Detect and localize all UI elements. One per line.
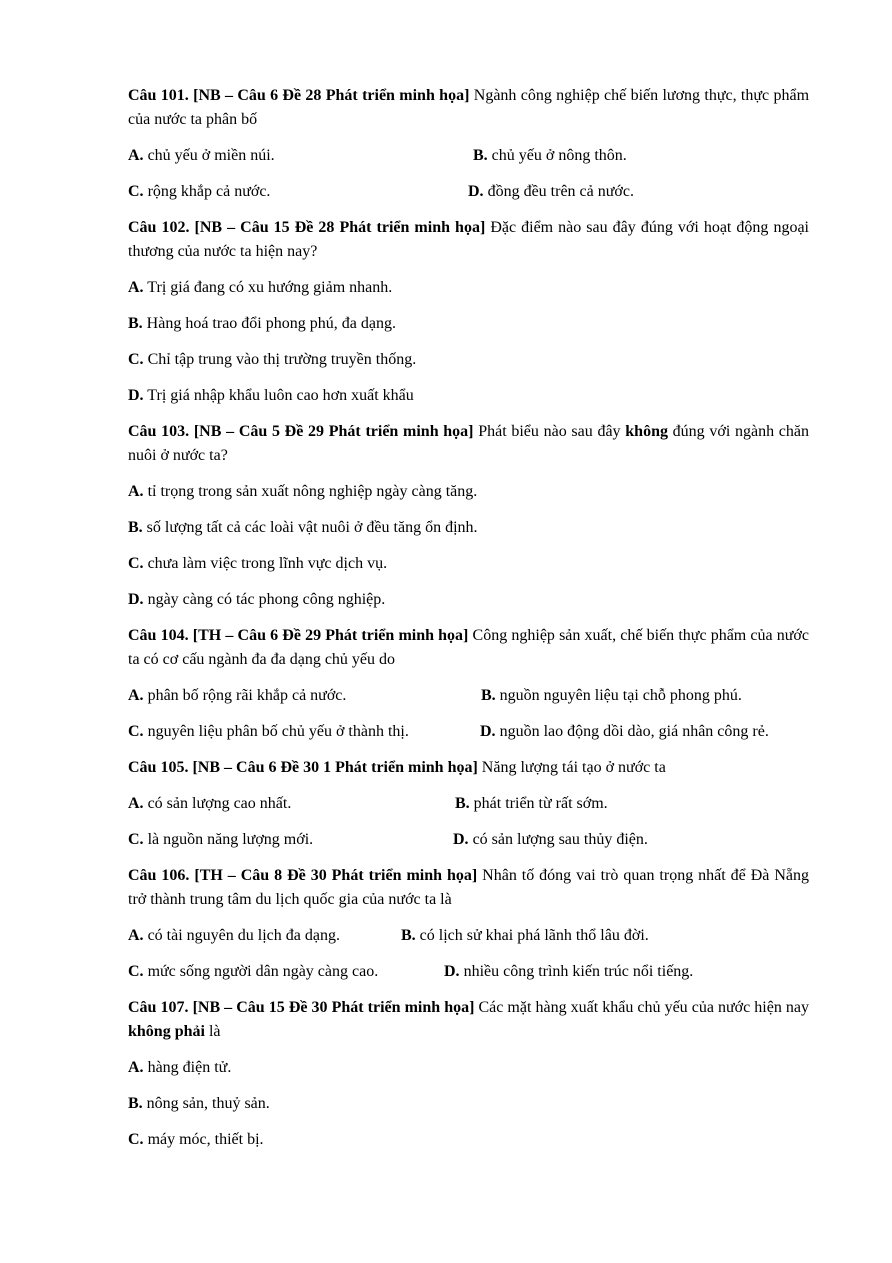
question-head: Câu 105. [NB – Câu 6 Đề 30 1 Phát triển minh họa] xyxy=(128,759,478,776)
option-d xyxy=(128,384,809,408)
option-c xyxy=(128,1128,809,1152)
option-row xyxy=(128,180,809,204)
option-text: có lịch sử khai phá lãnh thổ lâu đời. xyxy=(419,927,649,944)
option-text: máy móc, thiết bị. xyxy=(147,1131,264,1148)
option-row xyxy=(128,924,809,948)
option-text: là nguồn năng lượng mới. xyxy=(147,831,314,848)
option-c xyxy=(128,828,313,852)
option-text: chưa làm việc trong lĩnh vực dịch vụ. xyxy=(147,555,388,572)
option-letter: A. xyxy=(128,1059,144,1076)
question-103 xyxy=(128,420,809,468)
question-stem-emphasis: không xyxy=(625,423,668,440)
option-a xyxy=(128,276,809,300)
option-row xyxy=(128,792,809,816)
question-stem: Ngành công nghiệp chế biến lương thực, thực phẩm của nước ta phân bố xyxy=(128,87,810,128)
option-c xyxy=(128,720,409,744)
option-text: có sản lượng sau thủy điện. xyxy=(472,831,648,848)
option-letter: D. xyxy=(128,591,144,608)
option-c xyxy=(128,180,270,204)
question-101 xyxy=(128,84,809,132)
option-letter: A. xyxy=(128,687,144,704)
option-d xyxy=(480,720,769,744)
question-104 xyxy=(128,624,809,672)
option-text: Hàng hoá trao đổi phong phú, đa dạng. xyxy=(146,315,396,332)
option-b xyxy=(128,1092,809,1116)
option-text: tỉ trọng trong sản xuất nông nghiệp ngày càng tăng. xyxy=(147,483,478,500)
option-a xyxy=(128,684,346,708)
option-row xyxy=(128,828,809,852)
question-105 xyxy=(128,756,809,780)
option-letter: C. xyxy=(128,831,144,848)
option-a xyxy=(128,480,809,504)
option-d xyxy=(128,588,809,612)
question-stem: là xyxy=(208,1023,221,1040)
option-text: Trị giá nhập khẩu luôn cao hơn xuất khẩu xyxy=(147,387,414,404)
option-letter: B. xyxy=(473,147,488,164)
option-c xyxy=(128,960,378,984)
option-letter: D. xyxy=(128,387,144,404)
option-b xyxy=(473,144,627,168)
option-a xyxy=(128,1056,809,1080)
option-b xyxy=(455,792,608,816)
option-letter: D. xyxy=(444,963,460,980)
option-text: Chỉ tập trung vào thị trường truyền thống. xyxy=(147,351,417,368)
option-row xyxy=(128,684,809,708)
question-head: Câu 102. [NB – Câu 15 Đề 28 Phát triển minh họa] xyxy=(128,219,486,236)
option-b xyxy=(128,312,809,336)
option-b xyxy=(128,516,809,540)
option-c xyxy=(128,348,809,372)
option-letter: B. xyxy=(455,795,470,812)
option-text: mức sống người dân ngày càng cao. xyxy=(147,963,379,980)
question-stem: Năng lượng tái tạo ở nước ta xyxy=(481,759,666,776)
option-text: đồng đều trên cả nước. xyxy=(487,183,634,200)
option-text: nguyên liệu phân bố chủ yếu ở thành thị. xyxy=(147,723,409,740)
option-a xyxy=(128,924,340,948)
option-letter: A. xyxy=(128,279,144,296)
option-text: nông sản, thuỷ sản. xyxy=(146,1095,270,1112)
question-head: Câu 103. [NB – Câu 5 Đề 29 Phát triển minh họa] xyxy=(128,423,474,440)
question-stem: đúng với ngành chăn nuôi ở nước ta? xyxy=(128,423,809,464)
option-letter: B. xyxy=(128,1095,143,1112)
option-letter: A. xyxy=(128,795,144,812)
option-b xyxy=(481,684,742,708)
question-stem: Công nghiệp sản xuất, chế biến thực phẩm của nước ta có cơ cấu ngành đa đa dạng chủ yếu do xyxy=(128,627,809,668)
option-letter: B. xyxy=(128,315,143,332)
option-text: Trị giá đang có xu hướng giảm nhanh. xyxy=(147,279,393,296)
option-text: chủ yếu ở miền núi. xyxy=(147,147,275,164)
option-text: có tài nguyên du lịch đa dạng. xyxy=(147,927,340,944)
question-107 xyxy=(128,996,809,1044)
option-a xyxy=(128,792,291,816)
option-text: rộng khắp cả nước. xyxy=(147,183,271,200)
option-c xyxy=(128,552,809,576)
option-row xyxy=(128,960,809,984)
document-page xyxy=(128,84,809,1164)
option-letter: C. xyxy=(128,963,144,980)
question-stem: Phát biểu nào sau đây xyxy=(478,423,621,440)
option-letter: A. xyxy=(128,927,144,944)
question-stem: Đặc điểm nào sau đây đúng với hoạt động ngoại thương của nước ta hiện nay? xyxy=(128,219,810,260)
option-d xyxy=(444,960,693,984)
option-letter: C. xyxy=(128,555,144,572)
option-letter: A. xyxy=(128,147,144,164)
question-106 xyxy=(128,864,809,912)
option-letter: B. xyxy=(481,687,496,704)
option-letter: A. xyxy=(128,483,144,500)
option-letter: C. xyxy=(128,351,144,368)
option-letter: C. xyxy=(128,183,144,200)
option-d xyxy=(453,828,648,852)
option-letter: D. xyxy=(453,831,469,848)
option-row xyxy=(128,144,809,168)
question-stem: Nhân tố đóng vai trò quan trọng nhất để Đà Nẵng trở thành trung tâm du lịch quốc gia của nước ta là xyxy=(128,867,809,908)
option-letter: B. xyxy=(128,519,143,536)
option-a xyxy=(128,144,275,168)
question-stem-emphasis: không phải xyxy=(128,1023,205,1040)
option-text: nguồn nguyên liệu tại chỗ phong phú. xyxy=(499,687,742,704)
question-stem: Các mặt hàng xuất khẩu chủ yếu của nước hiện nay xyxy=(478,999,809,1016)
option-text: phát triển từ rất sớm. xyxy=(473,795,608,812)
option-text: nhiều công trình kiến trúc nổi tiếng. xyxy=(463,963,694,980)
option-text: có sản lượng cao nhất. xyxy=(147,795,292,812)
option-d xyxy=(468,180,634,204)
option-text: nguồn lao động dồi dào, giá nhân công rẻ. xyxy=(499,723,769,740)
question-head: Câu 107. [NB – Câu 15 Đề 30 Phát triển minh họa] xyxy=(128,999,475,1016)
option-text: ngày càng có tác phong công nghiệp. xyxy=(147,591,386,608)
option-b xyxy=(401,924,649,948)
option-text: phân bố rộng rãi khắp cả nước. xyxy=(147,687,347,704)
option-letter: B. xyxy=(401,927,416,944)
question-head: Câu 104. [TH – Câu 6 Đề 29 Phát triển minh họa] xyxy=(128,627,469,644)
option-letter: D. xyxy=(468,183,484,200)
question-head: Câu 106. [TH – Câu 8 Đề 30 Phát triển minh họa] xyxy=(128,867,478,884)
option-letter: C. xyxy=(128,1131,144,1148)
question-head: Câu 101. [NB – Câu 6 Đề 28 Phát triển minh họa] xyxy=(128,87,470,104)
question-102 xyxy=(128,216,809,264)
option-letter: D. xyxy=(480,723,496,740)
option-text: hàng điện tử. xyxy=(147,1059,232,1076)
option-text: số lượng tất cả các loài vật nuôi ở đều tăng ổn định. xyxy=(146,519,478,536)
option-letter: C. xyxy=(128,723,144,740)
option-text: chủ yếu ở nông thôn. xyxy=(491,147,627,164)
option-row xyxy=(128,720,809,744)
